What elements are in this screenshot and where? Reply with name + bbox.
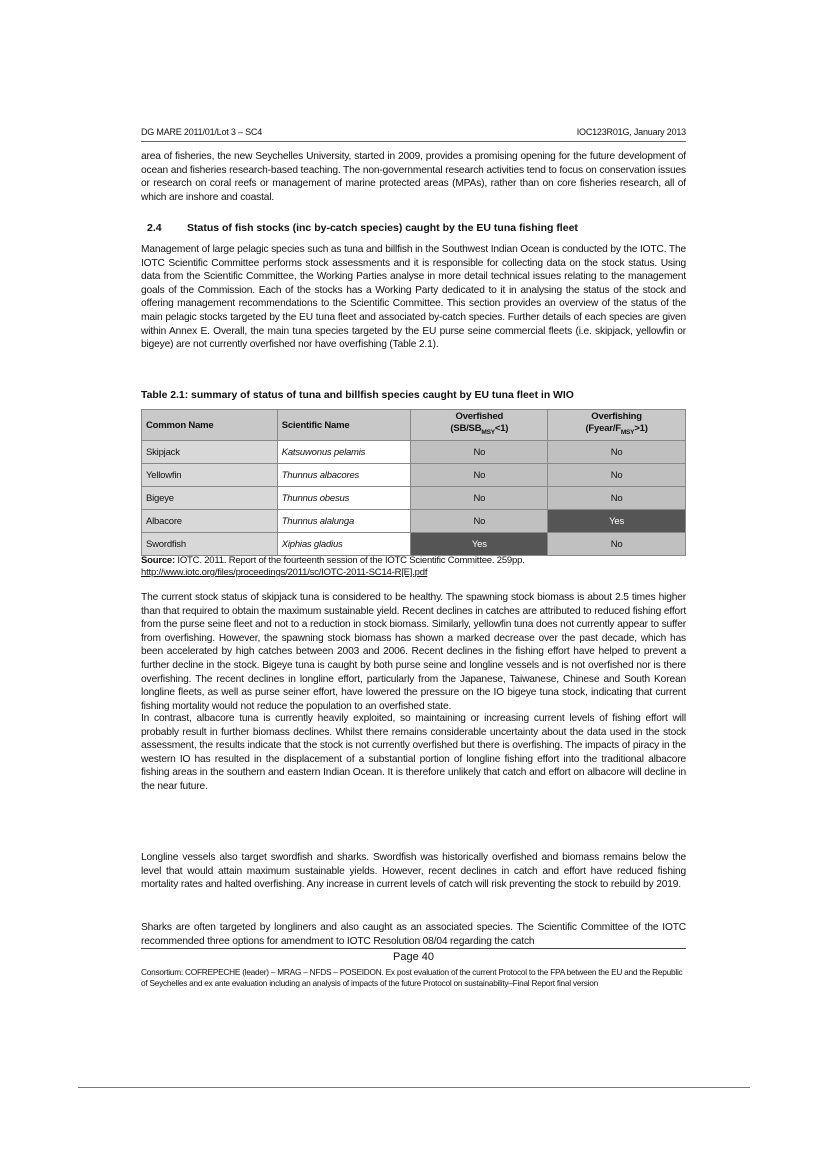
overfished-cell: No — [411, 464, 548, 487]
header-right: IOC123R01G, January 2013 — [576, 127, 686, 137]
section-number: 2.4 — [147, 222, 162, 234]
overfished-cell: No — [411, 441, 548, 464]
running-header — [141, 127, 686, 142]
common-name-cell: Swordfish — [142, 533, 278, 556]
common-name-cell: Bigeye — [142, 487, 278, 510]
overfishing-ratio-post: >1) — [634, 423, 648, 435]
table-row — [142, 464, 686, 487]
scientific-name-cell: Katsuwonus pelamis — [277, 441, 411, 464]
overfished-ratio-pre: (SB/SB — [450, 423, 482, 435]
table-caption: Table 2.1: summary of status of tuna and billfish species caught by EU tuna fleet in WIO — [141, 390, 574, 401]
stock-status-table — [141, 409, 686, 556]
section-heading — [141, 222, 686, 234]
table-row — [142, 441, 686, 464]
overfishing-cell: No — [548, 533, 686, 556]
source-label: Source: — [141, 555, 175, 566]
paragraph-albacore: In contrast, albacore tuna is currently heavily exploited, so maintaining or increasing current levels of fishing effort will probably result in further biomass declines. Whilst there remains considerable uncertainty about the data used in the stock assessment, the results indicate that the stock is not currently overfished but there is overfishing. The impacts of piracy in the western IO has resulted in the displacement of a substantial portion of longline fishing effort into the traditional albacore fishing areas in the southern and eastern Indian Ocean. It is therefore unlikely that catch and effort on albacore will decline in the near future. — [141, 713, 686, 792]
paragraph-sharks: Sharks are often targeted by longliners and also caught as an associated species. The Scientific Committee of the IOTC recommended three options for amendment to IOTC Resolution 08/04 regarding the catch — [141, 922, 686, 947]
overfishing-ratio-sub: MSY — [620, 428, 635, 436]
page-number: Page 40 — [393, 951, 434, 963]
col-scientific-name: Scientific Name — [277, 410, 411, 441]
overfishing-cell: No — [548, 441, 686, 464]
overfished-cell: No — [411, 510, 548, 533]
overfished-cell: Yes — [411, 533, 548, 556]
table-header-row — [142, 410, 686, 441]
source-link[interactable]: http://www.iotc.org/files/proceedings/2011/sc/IOTC-2011-SC14-R[E].pdf — [141, 567, 428, 578]
col-overfished — [411, 410, 548, 441]
section-title: Status of fish stocks (inc by-catch species) caught by the EU tuna fishing fleet — [187, 222, 578, 234]
table-row — [142, 533, 686, 556]
table-row — [142, 487, 686, 510]
bottom-divider — [78, 1087, 750, 1088]
scientific-name-cell: Xiphias gladius — [277, 533, 411, 556]
common-name-cell: Yellowfin — [142, 464, 278, 487]
overfishing-cell: Yes — [548, 510, 686, 533]
table-source — [141, 555, 686, 579]
header-left: DG MARE 2011/01/Lot 3 – SC4 — [141, 127, 262, 137]
overfishing-cell: No — [548, 464, 686, 487]
paragraph-management: Management of large pelagic species such as tuna and billfish in the Southwest Indian Ocean is conducted by the IOTC. The IOTC Scientific Committee performs stock assessments and it is responsible for collecting data on the stock status. Using data from the Scientific Committee, the Working Parties analyse in more detail technical issues relating to the management goals of the Commission. Each of the stocks has a Working Party dedicated to it in analysing the status of the stock and offering management recommendations to the Scientific Committee. This section provides an overview of the status of the main pelagic stocks targeted by the EU tuna fleet and associated by-catch species. Further details of each species are given within Annex E. Overall, the main tuna species targeted by the EU purse seine commercial fleets (i.e. skipjack, yellowfin or bigeye) are not currently overfished nor have overfishing (Table 2.1). — [141, 244, 686, 351]
scientific-name-cell: Thunnus alalunga — [277, 510, 411, 533]
common-name-cell: Albacore — [142, 510, 278, 533]
footer-divider — [141, 948, 686, 949]
overfishing-ratio-pre: (Fyear/F — [585, 423, 621, 435]
common-name-cell: Skipjack — [142, 441, 278, 464]
paragraph-research: area of fisheries, the new Seychelles University, started in 2009, provides a promising opening for the future development of ocean and fisheries research-based teaching. The non-governmental research activities tend to focus on conservation issues or research on coral reefs or management of marine protected areas (MPAs), rather than on core fisheries research, all of which are inshore and coastal. — [141, 151, 686, 203]
source-text: IOTC. 2011. Report of the fourteenth session of the IOTC Scientific Committee. 259pp. — [174, 555, 525, 566]
overfishing-label: Overfishing — [591, 411, 642, 423]
col-common-name: Common Name — [142, 410, 278, 441]
overfishing-cell: No — [548, 487, 686, 510]
overfished-ratio-post: <1) — [494, 423, 509, 435]
paragraph-skipjack: The current stock status of skipjack tuna is considered to be healthy. The spawning stock biomass is about 2.5 times higher than that required to obtain the maximum sustainable yield. Recent declines in catches are attributed to reduced fishing effort from the purse seine fleet and not to a reduction in stock biomass. Similarly, yellowfin tuna does not currently appear to suffer from overfishing. However, the spawning stock biomass has shown a marked decrease over the past decade, which has been accelerated by high catches between 2003 and 2006. Recent declines in the fishing effort have helped to prevent a further decline in the stock. Bigeye tuna is caught by both purse seine and longline vessels and is not overfished nor is there overfishing. The recent declines in longline effort, particularly from the Japanese, Taiwanese, Chinese and South Korean longline fleets, as well as purse seiner effort, have lowered the pressure on the IO bigeye tuna stock, indicating that current fishing mortality would not reduce the population to an overfished state. — [141, 592, 686, 712]
scientific-name-cell: Thunnus albacores — [277, 464, 411, 487]
table-row — [142, 510, 686, 533]
scientific-name-cell: Thunnus obesus — [277, 487, 411, 510]
consortium-note: Consortium: COFREPECHE (leader) – MRAG – NFDS – POSEIDON. Ex post evaluation of the current Protocol to the FPA between the EU and the Republic of Seychelles and ex ante evaluation including an analysis of impacts of the future Protocol on sustainability–Final Report final version — [141, 967, 683, 988]
overfished-cell: No — [411, 487, 548, 510]
overfished-label: Overfished — [455, 411, 504, 423]
col-overfishing — [548, 410, 686, 441]
overfished-ratio-sub: MSY — [481, 428, 495, 436]
paragraph-swordfish: Longline vessels also target swordfish and sharks. Swordfish was historically overfished and biomass remains below the level that would attain maximum sustainable yields. However, recent declines in catch and effort have reduced fishing mortality rates and halted overfishing. Any increase in current levels of catch will risk preventing the stock to rebuild by 2019. — [141, 852, 686, 891]
